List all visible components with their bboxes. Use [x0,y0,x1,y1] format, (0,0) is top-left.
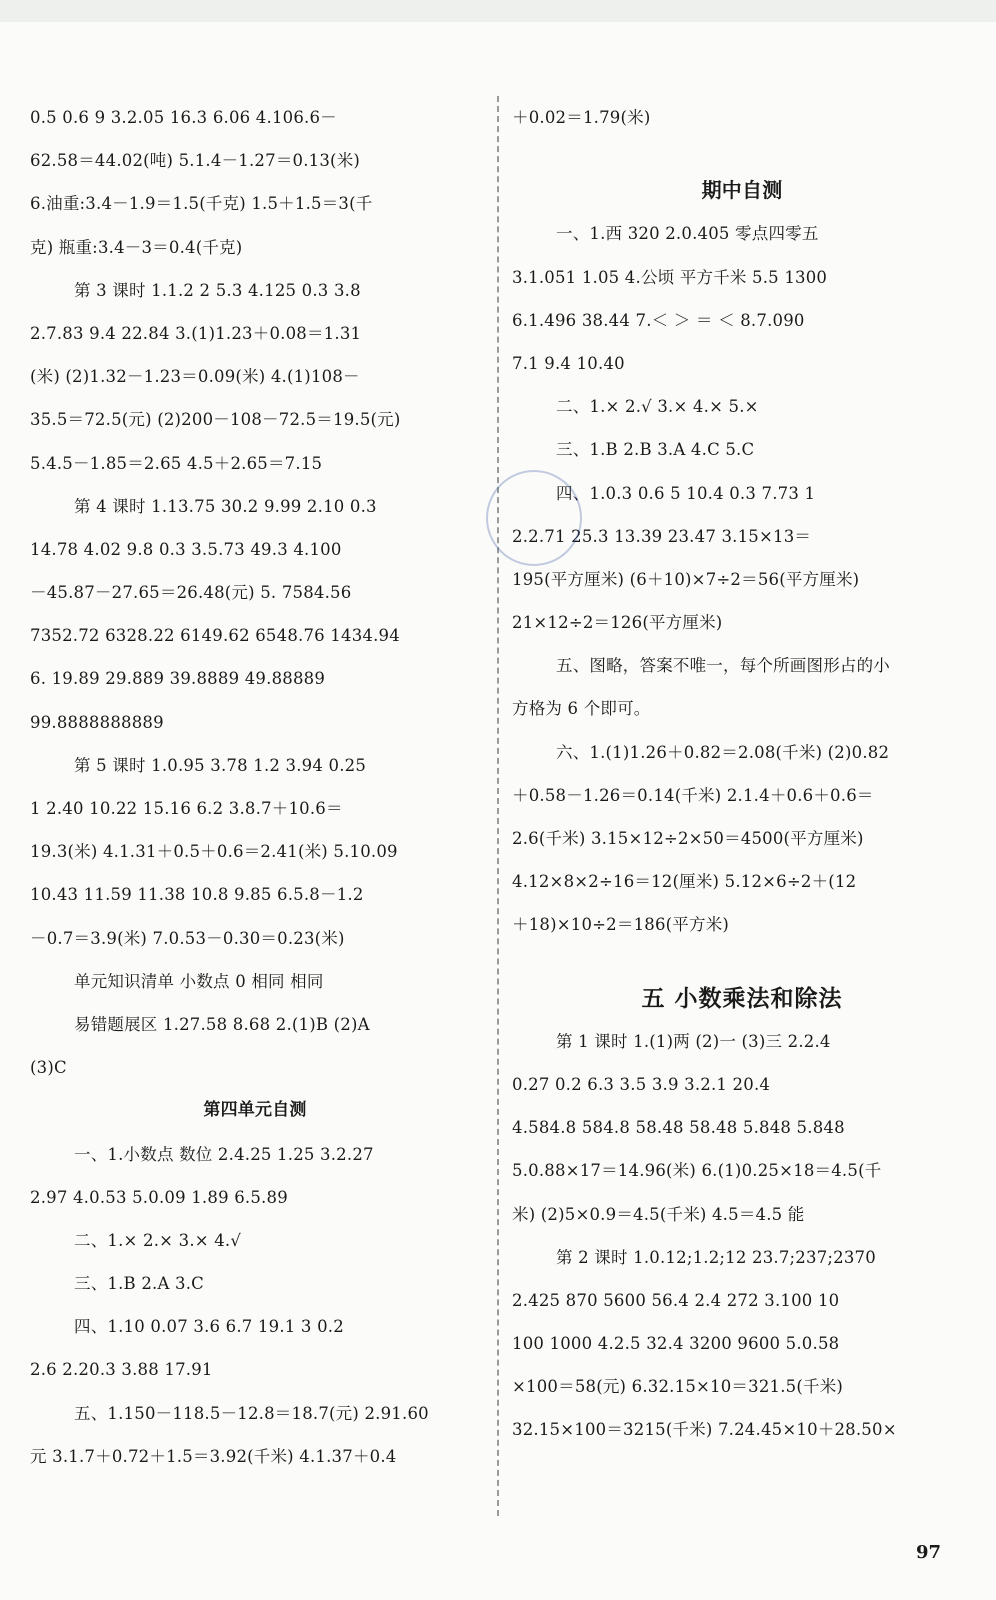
answer-line: 2.6(千米) 3.15×12÷2×50＝4500(平方厘米) [512,829,864,848]
answer-line: 195(平方厘米) (6＋10)×7÷2＝56(平方厘米) [512,569,860,589]
answer-line: 21×12÷2＝126(平方厘米) [512,613,723,633]
answer-line: 6.油重:3.4－1.9＝1.5(千克) 1.5＋1.5＝3(千 [30,194,373,214]
answer-line: 五、1.150－118.5－12.8＝18.7(元) 2.91.60 [74,1403,429,1423]
answer-line: 一、1.小数点 数位 2.4.25 1.25 3.2.27 [74,1144,374,1164]
lesson-4-line: 第 4 课时 1.13.75 30.2 9.99 2.10 0.3 [74,496,377,516]
answer-line: 7.1 9.4 10.40 [512,353,625,373]
unit-knowledge-line: 单元知识清单 小数点 0 相同 相同 [74,971,324,991]
answer-line: 二、1.× 2.√ 3.× 4.× 5.× [556,397,759,417]
unit-5-heading: 五 小数乘法和除法 [641,984,843,1012]
lesson-2-line: 第 2 课时 1.0.12;1.2;12 23.7;237;2370 [556,1247,876,1267]
error-prone-line: 易错题展区 1.27.58 8.68 2.(1)B (2)A [74,1014,370,1034]
right-column [512,96,972,1452]
lesson-5-line: 第 5 课时 1.0.95 3.78 1.2 3.94 0.25 [74,755,367,775]
answer-line: ＋0.02＝1.79(米) [512,108,651,127]
answer-line: ×100＝58(元) 6.32.15×10＝321.5(千米) [512,1377,844,1397]
answer-line: 三、1.B 2.B 3.A 4.C 5.C [556,440,755,460]
answer-line: 3.1.051 1.05 4.公顷 平方千米 5.5 1300 [512,267,828,287]
answer-line: 2.6 2.20.3 3.88 17.91 [30,1360,213,1380]
answer-line: 100 1000 4.2.5 32.4 3200 9600 5.0.58 [512,1334,840,1354]
answer-line: 二、1.× 2.× 3.× 4.√ [74,1230,242,1250]
answer-line: 米) (2)5×0.9＝4.5(千米) 4.5＝4.5 能 [512,1204,805,1224]
answer-line: 克) 瓶重:3.4－3＝0.4(千克) [30,237,243,257]
answer-line: (3)C [30,1058,67,1078]
page-number: 97 [916,1542,942,1563]
answer-line: 2.7.83 9.4 22.84 3.(1)1.23＋0.08＝1.31 [30,323,362,343]
answer-line: 方格为 6 个即可。 [512,699,651,719]
answer-line: －45.87－27.65＝26.48(元) 5. 7584.56 [30,583,352,603]
answer-line: 0.5 0.6 9 3.2.05 16.3 6.06 4.106.6－ [30,108,337,127]
left-column [30,96,480,1478]
answer-line: 14.78 4.02 9.8 0.3 3.5.73 49.3 4.100 [30,539,342,559]
answer-line: 一、1.西 320 2.0.405 零点四零五 [556,224,819,244]
answer-line: 4.12×8×2÷16＝12(厘米) 5.12×6÷2＋(12 [512,872,857,892]
answer-line: 2.2.71 25.3 13.39 23.47 3.15×13＝ [512,526,812,546]
answer-line: －0.7＝3.9(米) 7.0.53－0.30＝0.23(米) [30,928,345,948]
unit-4-test-heading: 第四单元自测 [203,1100,307,1121]
answer-line: 32.15×100＝3215(千米) 7.24.45×10＋28.50× [512,1420,897,1440]
answer-line: ＋0.58－1.26＝0.14(千米) 2.1.4＋0.6＋0.6＝ [512,785,874,805]
answer-line: ＋18)×10÷2＝186(平方米) [512,915,730,935]
answer-line: 五、图略，答案不唯一，每个所画图形占的小 [556,656,890,676]
answer-line: 5.0.88×17＝14.96(米) 6.(1)0.25×18＝4.5(千 [512,1161,882,1181]
answer-line: 四、1.0.3 0.6 5 10.4 0.3 7.73 1 [556,483,816,503]
answer-line: 四、1.10 0.07 3.6 6.7 19.1 3 0.2 [74,1317,344,1337]
column-divider [497,96,499,1516]
answer-line: 62.58＝44.02(吨) 5.1.4－1.27＝0.13(米) [30,151,361,171]
answer-line: 1 2.40 10.22 15.16 6.2 3.8.7＋10.6＝ [30,799,343,818]
answer-line: 4.584.8 584.8 58.48 58.48 5.848 5.848 [512,1118,845,1138]
answer-line: (米) (2)1.32－1.23＝0.09(米) 4.(1)108－ [30,367,360,387]
answer-line: 10.43 11.59 11.38 10.8 9.85 6.5.8－1.2 [30,885,364,905]
brand-watermark-logo [780,1520,980,1584]
answer-line: 2.425 870 5600 56.4 2.4 272 3.100 10 [512,1290,840,1310]
midterm-test-heading: 期中自测 [701,178,783,203]
answer-line: 元 3.1.7＋0.72＋1.5＝3.92(千米) 4.1.37＋0.4 [30,1446,397,1466]
answer-line: 19.3(米) 4.1.31＋0.5＋0.6＝2.41(米) 5.10.09 [30,842,398,862]
answer-line: 6.1.496 38.44 7.＜ ＞ ＝ ＜ 8.7.090 [512,310,805,330]
answer-line: 0.27 0.2 6.3 3.5 3.9 3.2.1 20.4 [512,1074,771,1094]
answer-line: 六、1.(1)1.26＋0.82＝2.08(千米) (2)0.82 [556,742,890,762]
answer-line: 三、1.B 2.A 3.C [74,1274,204,1294]
answer-line: 2.97 4.0.53 5.0.09 1.89 6.5.89 [30,1187,288,1207]
answer-line: 35.5＝72.5(元) (2)200－108－72.5＝19.5(元) [30,410,401,430]
scan-top-band [0,0,996,22]
answer-line: 7352.72 6328.22 6149.62 6548.76 1434.94 [30,626,400,646]
answer-line: 5.4.5－1.85＝2.65 4.5＋2.65＝7.15 [30,453,323,473]
lesson-1-line: 第 1 课时 1.(1)两 (2)一 (3)三 2.2.4 [556,1031,831,1051]
answer-line: 6. 19.89 29.889 39.8889 49.88889 [30,669,326,689]
lesson-3-line: 第 3 课时 1.1.2 2 5.3 4.125 0.3 3.8 [74,280,361,300]
answer-line: 99.8888888889 [30,712,164,732]
stamp-seal-icon [486,470,582,566]
